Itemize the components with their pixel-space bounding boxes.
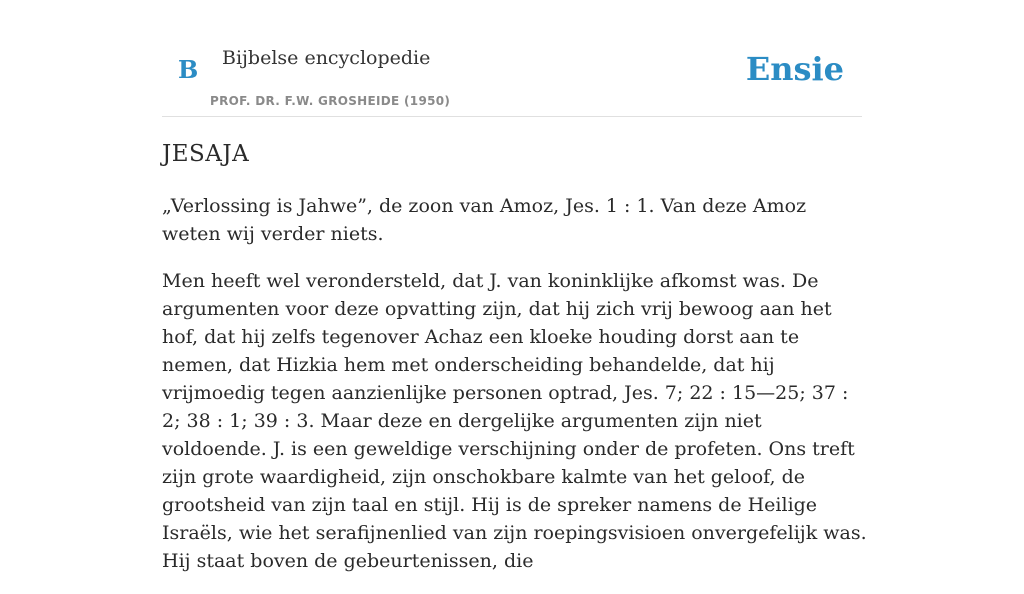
page-header <box>162 0 862 117</box>
article-title: JESAJA <box>162 141 250 167</box>
article-paragraph: „Verlossing is Jahwe”, de zoon van Amoz, Jes. 1 : 1. Van deze Amoz weten wij verder niets. <box>162 195 807 245</box>
book-title-link[interactable]: Bijbelse encyclopedie <box>222 47 431 69</box>
article-page <box>162 0 867 572</box>
article-body <box>162 192 870 594</box>
ensie-logo[interactable]: Ensie <box>745 50 844 88</box>
book-logo[interactable]: B <box>178 55 199 84</box>
article-paragraph: Men heeft wel verondersteld, dat J. van koninklijke afkomst was. De argumenten voor deze opvatting zijn, dat hij zich vrij bewoog aan het hof, dat hij zelfs tegenover Achaz een kloeke houding dorst aan te nemen, dat Hizkia hem met onderscheiding behandelde, dat hij vrijmoedig tegen aanzienlijke personen optrad, Jes. 7; 22 : 15—25; 37 : 2; 38 : 1; 39 : 3. Maar deze en dergelijke argumenten zijn niet voldoende. J. is een geweldige verschijning onder de profeten. Ons treft zijn grote waardigheid, zijn onschokbare kalmte van het geloof, de grootsheid van zijn taal en stijl. Hij is de spreker namens de Heilige Israëls, wie het serafijnenlied van zijn roepingsvisioen onvergefelijk was. Hij staat boven de gebeurtenissen, die <box>162 270 867 572</box>
book-author: PROF. DR. F.W. GROSHEIDE (1950) <box>210 94 451 108</box>
